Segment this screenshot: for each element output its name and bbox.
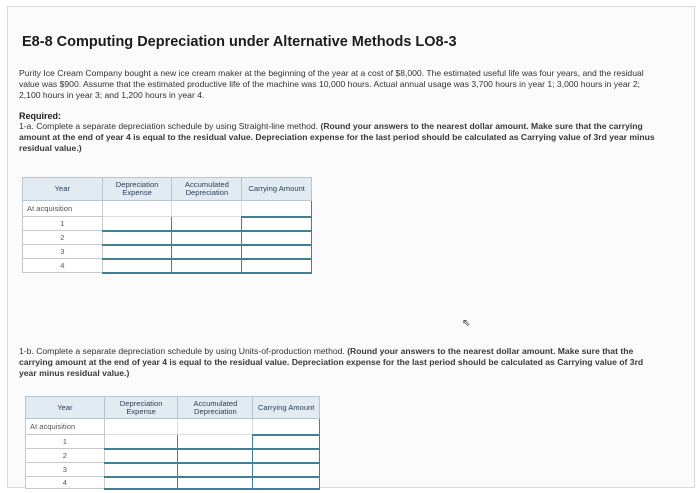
- header-accumulated-depreciation: Accumulated Depreciation: [178, 397, 253, 419]
- blank-cell: [178, 419, 253, 435]
- depreciation-expense-input[interactable]: [102, 231, 172, 245]
- carrying-amount-input[interactable]: [242, 231, 312, 245]
- header-accumulated-depreciation: Accumulated Depreciation: [172, 178, 242, 201]
- table-header-row: [23, 178, 312, 201]
- row-label: 2: [23, 231, 103, 245]
- header-depreciation-expense: Depreciation Expense: [104, 397, 178, 419]
- part-b-instructions: [19, 346, 659, 379]
- depreciation-expense-input[interactable]: [102, 245, 172, 259]
- depreciation-expense-input[interactable]: [102, 217, 172, 231]
- table-header-row: [26, 397, 320, 419]
- accumulated-depreciation-input[interactable]: [178, 463, 253, 477]
- table-row: [23, 201, 312, 217]
- header-year: Year: [23, 178, 103, 201]
- row-label: 2: [26, 449, 105, 463]
- row-label: At acquisition: [26, 419, 105, 435]
- accumulated-depreciation-input[interactable]: [172, 245, 242, 259]
- header-carrying-amount: Carrying Amount: [242, 178, 312, 201]
- table-row: [26, 449, 320, 463]
- carrying-amount-input[interactable]: [253, 449, 320, 463]
- table-row: [23, 245, 312, 259]
- depreciation-expense-input[interactable]: [104, 477, 178, 489]
- part-a-instructions: [19, 121, 659, 154]
- row-label: 1: [23, 217, 103, 231]
- accumulated-depreciation-input[interactable]: [172, 231, 242, 245]
- straight-line-schedule-table: [22, 177, 312, 274]
- header-year: Year: [26, 397, 105, 419]
- row-label: 4: [23, 259, 103, 273]
- table-row: [26, 463, 320, 477]
- header-carrying-amount: Carrying Amount: [253, 397, 320, 419]
- table-row: [23, 259, 312, 273]
- accumulated-depreciation-input[interactable]: [178, 449, 253, 463]
- table-row: [23, 231, 312, 245]
- page-title: E8-8 Computing Depreciation under Alternative Methods LO8-3: [22, 34, 457, 50]
- table-row: [23, 217, 312, 231]
- header-depreciation-expense: Depreciation Expense: [102, 178, 172, 201]
- accumulated-depreciation-input[interactable]: [178, 435, 253, 449]
- accumulated-depreciation-input[interactable]: [178, 477, 253, 489]
- part-b-note: (Round your answers to the nearest dollar amount. Make sure that the carrying amount at the end of year 4 is equal to the residual value. Depreciation expense for the last period should be calculated as Carrying value of 3rd year minus residual value.): [19, 346, 644, 378]
- depreciation-expense-input[interactable]: [104, 449, 178, 463]
- blank-cell: [104, 419, 178, 435]
- blank-cell: [102, 201, 172, 217]
- depreciation-expense-input[interactable]: [102, 259, 172, 273]
- row-label: 4: [26, 477, 105, 489]
- mouse-cursor-icon: ⇖: [462, 318, 471, 329]
- problem-description: Purity Ice Cream Company bought a new ice cream maker at the beginning of the year at a cost of $8,000. The estimated useful life was four years, and the residual value was $900. Assume that the estimated productive life of the machine was 10,000 hours. Actual annual usage was 3,700 hours in year 1; 3,000 hours in year 2; 2,100 hours in year 3; and 1,200 hours in year 4.: [19, 68, 644, 100]
- row-label: 3: [23, 245, 103, 259]
- row-label: At acquisition: [23, 201, 103, 217]
- accumulated-depreciation-input[interactable]: [172, 217, 242, 231]
- table-row: [26, 435, 320, 449]
- part-a-prompt: 1-a. Complete a separate depreciation schedule by using Straight-line method.: [19, 121, 319, 131]
- carrying-amount-input[interactable]: [242, 245, 312, 259]
- table-row: [26, 419, 320, 435]
- carrying-amount-input[interactable]: [253, 463, 320, 477]
- part-b-prompt: 1-b. Complete a separate depreciation schedule by using Units-of-production method.: [19, 346, 345, 356]
- carrying-amount-input[interactable]: [242, 201, 312, 217]
- units-of-production-schedule-table: [25, 396, 320, 490]
- carrying-amount-input[interactable]: [242, 259, 312, 273]
- depreciation-expense-input[interactable]: [104, 463, 178, 477]
- table-row: [26, 477, 320, 489]
- row-label: 1: [26, 435, 105, 449]
- carrying-amount-input[interactable]: [253, 477, 320, 489]
- required-heading: Required:: [19, 111, 62, 121]
- carrying-amount-input[interactable]: [253, 419, 320, 435]
- accumulated-depreciation-input[interactable]: [172, 259, 242, 273]
- blank-cell: [172, 201, 242, 217]
- depreciation-expense-input[interactable]: [104, 435, 178, 449]
- carrying-amount-input[interactable]: [242, 217, 312, 231]
- carrying-amount-input[interactable]: [253, 435, 320, 449]
- part-a-note: (Round your answers to the nearest dollar amount. Make sure that the carrying amount at the end of year 4 is equal to the residual value. Depreciation expense for the last period should be calculated as Carrying value of 3rd year minus residual value.): [19, 121, 655, 153]
- row-label: 3: [26, 463, 105, 477]
